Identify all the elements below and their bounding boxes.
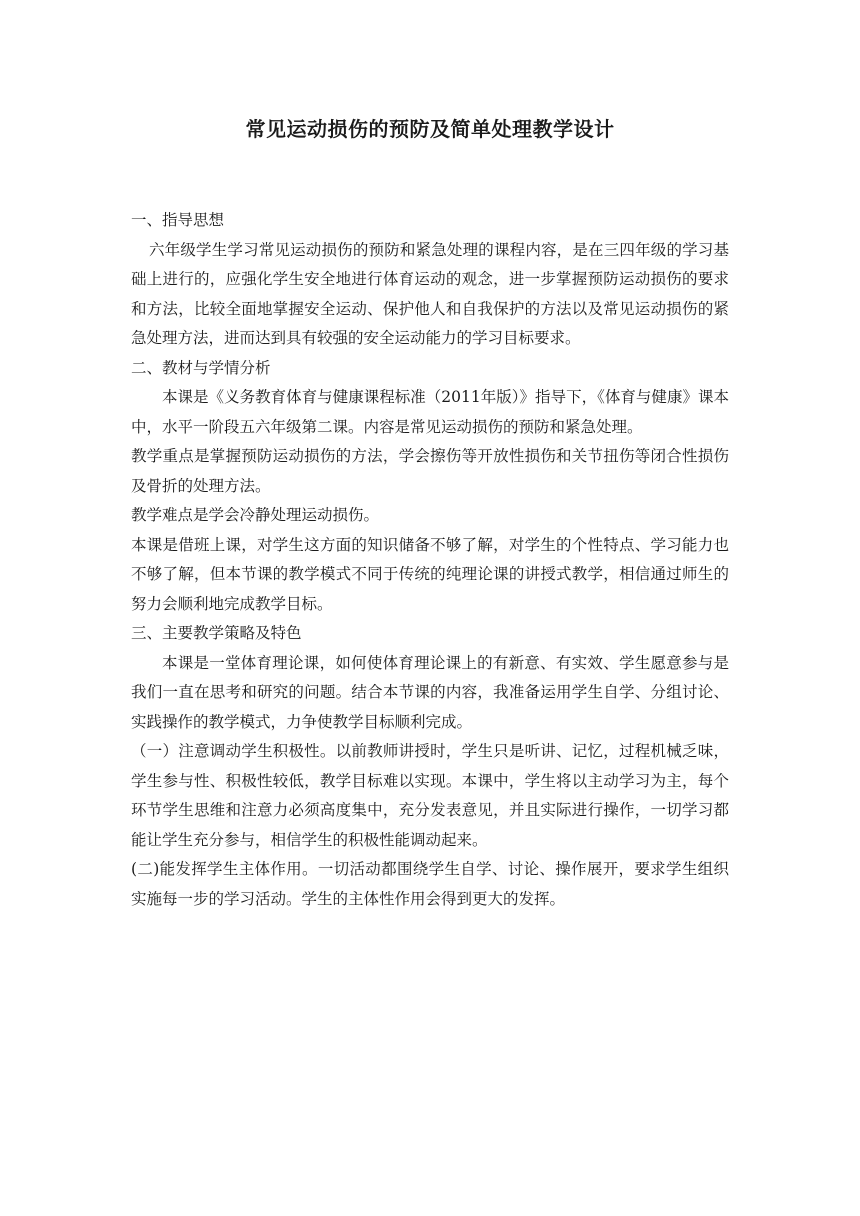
paragraph-teaching-focus: 教学重点是掌握预防运动损伤的方法，学会擦伤等开放性损伤和关节扭伤等闭合性损伤及骨折的处理方法。: [131, 447, 729, 495]
paragraph-strategy-item-2: (二)能发挥学生主体作用。一切活动都围绕学生自学、讨论、操作展开，要求学生组织实施每一步的学习活动。学生的主体性作用会得到更大的发挥。: [131, 860, 729, 908]
document-body: [131, 206, 729, 914]
paragraph-teaching-strategy: 本课是一堂体育理论课，如何使体育理论课上的有新意、有实效、学生愿意参与是我们一直在思考和研究的问题。结合本节课的内容，我准备运用学生自学、分组讨论、实践操作的教学模式，力争使教学目标顺利完成。: [131, 653, 729, 731]
section-heading-guiding-ideology: 一、指导思想: [131, 211, 225, 229]
paragraph-strategy-item-1: （一）注意调动学生积极性。以前教师讲授时，学生只是听讲、记忆，过程机械乏味，学生参与性、积极性较低，教学目标难以实现。本课中，学生将以主动学习为主，每个环节学生思维和注意力必须高度集中，充分发表意见，并且实际进行操作，一切学习都能让学生充分参与，相信学生的积极性能调动起来。: [131, 742, 729, 849]
section-heading-material-analysis: 二、教材与学情分析: [131, 358, 271, 377]
document-title: 常见运动损伤的预防及简单处理教学设计: [245, 117, 615, 141]
paragraph-student-analysis: 本课是借班上课，对学生这方面的知识储备不够了解，对学生的个性特点、学习能力也不够了解，但本节课的教学模式不同于传统的纯理论课的讲授式教学，相信通过师生的努力会顺利地完成教学目标。: [131, 535, 729, 613]
paragraph-material-analysis: 本课是《义务教育体育与健康课程标准（2011年版）》指导下，《体育与健康》课本中，水平一阶段五六年级第二课。内容是常见运动损伤的预防和紧急处理。: [131, 388, 729, 436]
section-heading-teaching-strategy: 三、主要教学策略及特色: [131, 624, 302, 642]
paragraph-guiding-ideology: 六年级学生学习常见运动损伤的预防和紧急处理的课程内容，是在三四年级的学习基础上进行的，应强化学生安全地进行体育运动的观念，进一步掌握预防运动损伤的要求和方法，比较全面地掌握安全运动、保护他人和自我保护的方法以及常见运动损伤的紧急处理方法，进而达到具有较强的安全运动能力的学习目标要求。: [131, 240, 729, 347]
paragraph-teaching-difficulty: 教学难点是学会冷静处理运动损伤。: [131, 506, 380, 524]
